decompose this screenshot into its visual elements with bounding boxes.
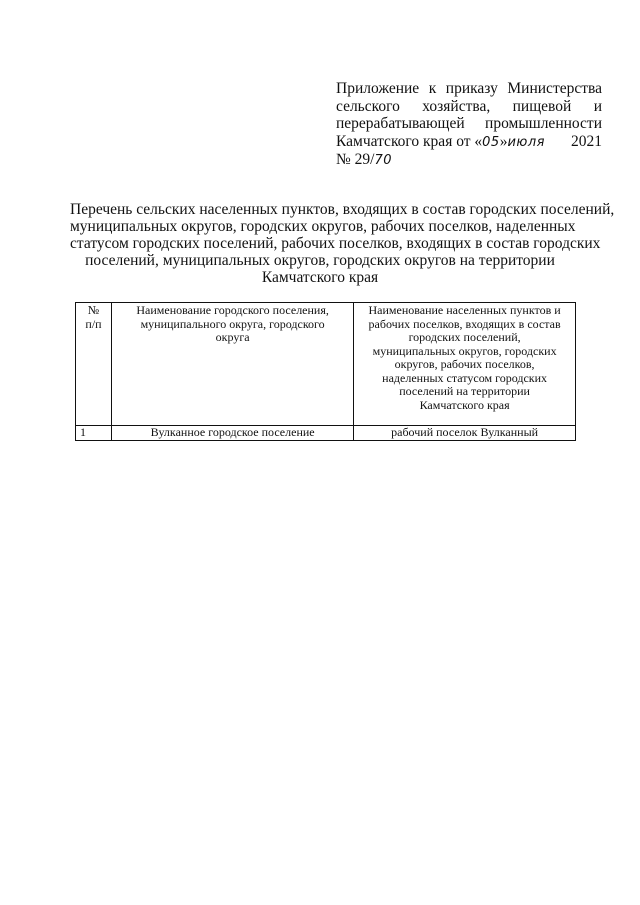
title-line-2: муниципальных округов, городских округов, рабочих поселков, наделенных [70, 218, 576, 235]
document-title [70, 201, 615, 286]
appendix-line-2: сельского хозяйства, пищевой и [336, 97, 602, 115]
title-line-4: поселений, муниципальных округов, городских округов на территории [85, 252, 555, 269]
header-number-pp: п/п [85, 316, 102, 331]
header-localities-line-4: муниципальных округов, городских [372, 343, 557, 358]
row-settlement-cell: Вулканное городское поселение [112, 426, 354, 441]
header-localities-line-3: городских поселений, [408, 330, 521, 344]
header-settlement-line-2: муниципального округа, городского [140, 316, 325, 331]
table-row [76, 426, 576, 441]
header-settlement-cell [112, 303, 354, 426]
title-line-1: Перечень сельских населенных пунктов, входящих в состав городских поселений, [70, 201, 615, 218]
settlements-table [75, 302, 576, 441]
table-header-row [76, 303, 576, 426]
date-separator: » [499, 132, 508, 150]
header-settlement-line-3: округа [215, 330, 250, 344]
appendix-header [336, 80, 602, 170]
header-localities-line-7: поселений на территории [399, 384, 530, 398]
order-number-line [336, 151, 602, 170]
appendix-line-3: перерабатывающей промышленности [336, 115, 602, 132]
header-settlement-line-1: Наименование городского поселения, [136, 303, 329, 317]
header-localities-line-2: рабочих поселков, входящих в состав [368, 316, 561, 331]
date-year: 2021 [571, 132, 602, 150]
header-localities-line-8: Камчатского края [419, 397, 510, 412]
handwritten-order-number: 70 [374, 153, 393, 168]
header-localities-line-5: округов, рабочих поселков, [394, 357, 535, 371]
appendix-line-1: Приложение к приказу Министерства [336, 80, 602, 97]
header-localities-cell [354, 303, 576, 426]
title-line-3: статусом городских поселений, рабочих поселков, входящих в состав городских [70, 235, 601, 252]
row-number-cell: 1 [76, 426, 112, 441]
handwritten-day: 05 [482, 134, 500, 150]
handwritten-month: июля [507, 134, 545, 150]
header-localities-line-1: Наименование населенных пунктов и [368, 303, 561, 317]
header-number-cell [76, 303, 112, 426]
date-prefix: Камчатского края от « [336, 132, 483, 150]
title-line-5: Камчатского края [261, 269, 379, 286]
appendix-date-line [336, 133, 602, 152]
header-number-symbol: № [87, 303, 100, 317]
header-localities-line-6: наделенных статусом городских [382, 370, 548, 385]
order-number-prefix: № 29/ [336, 151, 375, 168]
row-localities-cell: рабочий поселок Вулканный [354, 426, 576, 441]
